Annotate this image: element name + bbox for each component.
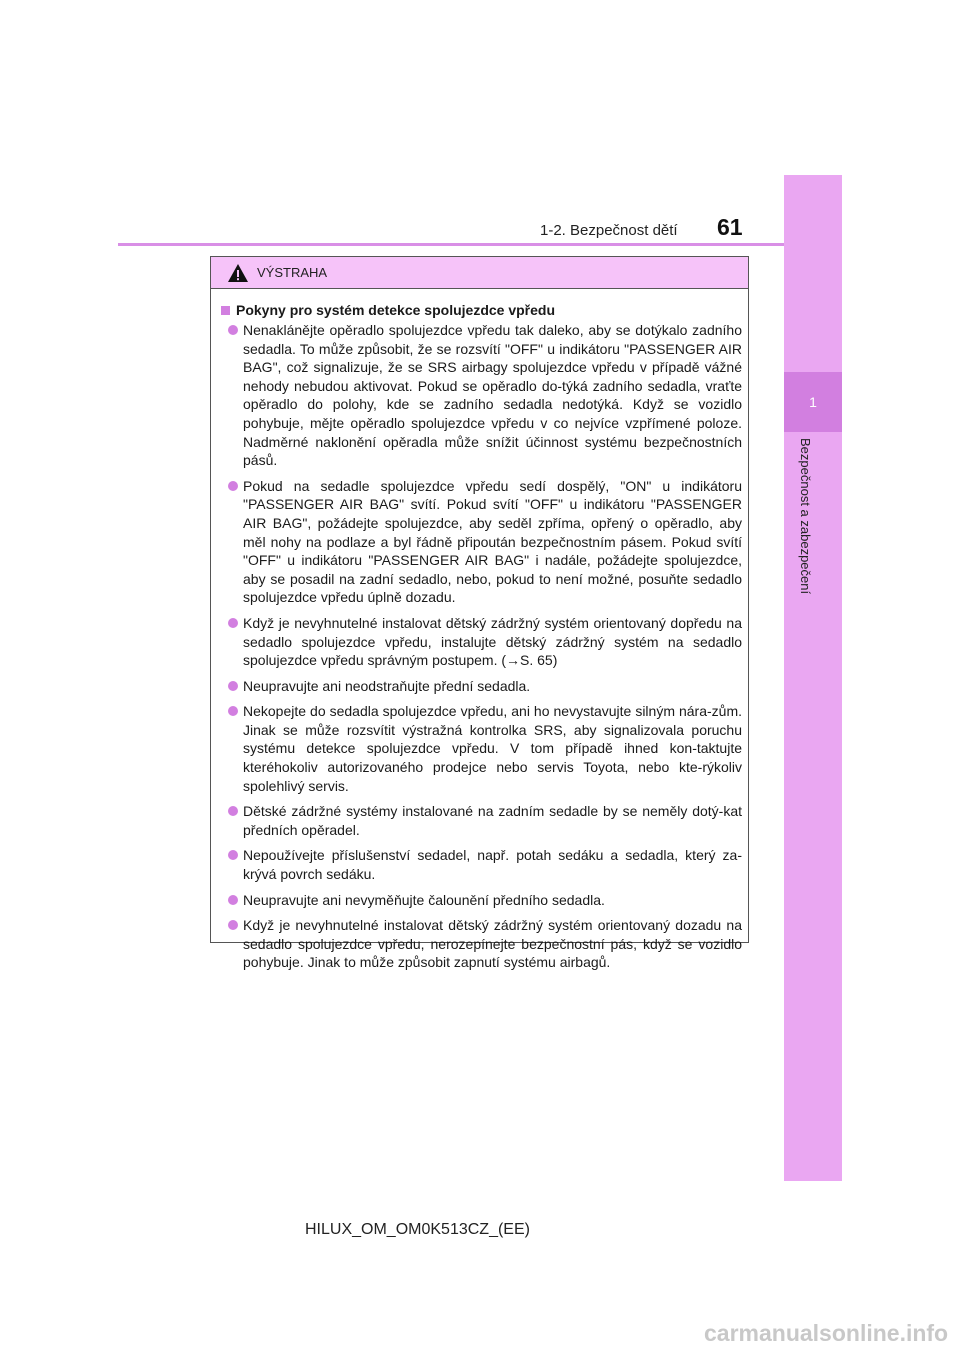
round-bullet-icon xyxy=(228,706,238,716)
warning-item: Dětské zádržné systémy instalované na zadním sedadle by se neměly dotý-kat předních opěradel. xyxy=(219,802,742,839)
side-chapter-label: Bezpečnost a zabezpečení xyxy=(798,438,813,595)
warning-triangle-icon xyxy=(227,263,249,283)
warning-item: Nenaklánějte opěradlo spolujezdce vpředu tak daleko, aby se dotýkalo zadního sedadla. To může způsobit, že se rozsvítí "OFF" u indikátoru "PASSENGER AIR BAG", což signalizuje, že se SRS airbagy spolujezdce vpředu v případě vážné nehody nebudou aktivovat. Pokud se opěradlo do-týká zadního sedadla, vraťte opěradlo do polohy, kde se zadního sedadla nedotýká. Když se vozidlo pohybuje, mějte opěradlo spolujezdce vpředu v co nejvíce vzpřímené poloze. Nadměrné naklonění opěradla může snížit účinnost systému bezpečnostních pásů. xyxy=(219,321,742,470)
warning-item: Nepoužívejte příslušenství sedadel, např. potah sedáku a sedadla, který za-krývá povrch sedáku. xyxy=(219,846,742,883)
warning-box xyxy=(210,256,749,971)
round-bullet-icon xyxy=(228,895,238,905)
square-bullet-icon xyxy=(221,306,230,315)
warning-item: Pokud na sedadle spolujezdce vpředu sedí dospělý, "ON" u indikátoru "PASSENGER AIR BAG" svítí. Pokud svítí "OFF" u indikátoru "PASSENGER AIR BAG", požádejte spolujezdce, aby seděl zpříma, opřený o opěradlo, aby měl nohy na podlaze a byl řádně připoután bezpečnostním pásem. Pokud svítí "OFF" u indikátoru "PASSENGER AIR BAG" i nadále, požádejte spolujezdce, aby se posadil na zadní sedadlo, nebo, pokud to není možné, posuňte sedadlo spolujezdce vpředu úplně dozadu. xyxy=(219,477,742,607)
warning-section-title xyxy=(219,301,742,319)
warning-item: Neupravujte ani nevyměňujte čalounění předního sedadla. xyxy=(219,891,742,910)
round-bullet-icon xyxy=(228,618,238,628)
page-number: 61 xyxy=(717,214,743,240)
warning-item: Když je nevyhnutelné instalovat dětský zádržný systém orientovaný dopředu na sedadlo spolujezdce vpředu, instalujte dětský zádržný systém na sedadlo spolujezdce vpředu správným postupem. (→S. 65) xyxy=(219,614,742,670)
header-section-title: 1-2. Bezpečnost dětí xyxy=(540,222,678,239)
round-bullet-icon xyxy=(228,481,238,491)
round-bullet-icon xyxy=(228,850,238,860)
round-bullet-icon xyxy=(228,681,238,691)
warning-body xyxy=(211,289,748,972)
warning-item: Nekopejte do sedadla spolujezdce vpředu, ani ho nevystavujte silným nára-zům. Jinak se může rozsvítit výstražná kontrolka SRS, aby signalizovala poruchu systému detekce spolujezdce vpředu. V tom případě ihned kon-taktujte kteréhokoliv autorizovaného prodejce nebo servis Toyota, nebo kte-rýkoliv spolehlivý servis. xyxy=(219,702,742,795)
warning-item-list xyxy=(219,321,742,972)
warning-title: VÝSTRAHA xyxy=(257,265,328,280)
warning-header xyxy=(211,257,748,289)
side-chapter-tab xyxy=(784,175,842,1181)
side-chapter-number: 1 xyxy=(784,372,842,432)
footer-document-code: HILUX_OM_OM0K513CZ_(EE) xyxy=(305,1221,530,1238)
warning-section-title-text: Pokyny pro systém detekce spolujezdce vpředu xyxy=(236,302,556,318)
round-bullet-icon xyxy=(228,806,238,816)
watermark: carmanualsonline.info xyxy=(704,1320,949,1346)
warning-item: Neupravujte ani neodstraňujte přední sedadla. xyxy=(219,677,742,696)
round-bullet-icon xyxy=(228,920,238,930)
header-divider xyxy=(118,243,784,246)
round-bullet-icon xyxy=(228,325,238,335)
warning-item: Když je nevyhnutelné instalovat dětský zádržný systém orientovaný dozadu na sedadlo spolujezdce vpředu, nerozepínejte bezpečnostní pás, když se vozidlo pohybuje. Jinak to může způsobit zapnutí systému airbagů. xyxy=(219,916,742,972)
